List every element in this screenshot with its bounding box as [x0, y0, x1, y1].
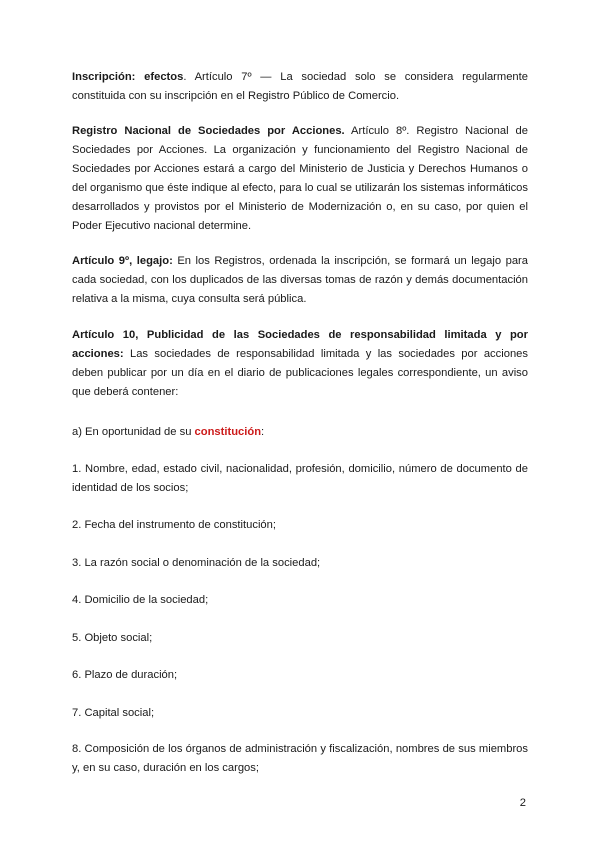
list-item: 4. Domicilio de la sociedad;: [72, 594, 209, 606]
list-item: 8. Composición de los órganos de administración y fiscalización, nombres de sus miembros y, en su caso, duración en los cargos;: [72, 743, 528, 774]
paragraph-body: . Artículo 7º — La sociedad solo se considera regularmente constituida con su inscripción en el Registro Público de Comercio.: [72, 71, 528, 102]
paragraph-title: Artículo 10, Publicidad de las Sociedades de responsabilidad limitada y por acciones:: [72, 329, 528, 360]
text-suffix: :: [261, 426, 265, 438]
text-prefix: a) En oportunidad de su: [72, 426, 195, 438]
paragraph-title: Registro Nacional de Sociedades por Acciones.: [72, 125, 345, 137]
highlighted-term: constitución: [194, 426, 262, 438]
list-item: 7. Capital social;: [72, 707, 155, 719]
paragraph-constitucion: [72, 423, 264, 442]
list-item: 1. Nombre, edad, estado civil, nacionalidad, profesión, domicilio, número de documento de identidad de los socios;: [72, 463, 528, 494]
paragraph-articulo-9: [72, 252, 528, 309]
paragraph-title: Artículo 9º, legajo:: [72, 255, 173, 267]
paragraph-body: Las sociedades de responsabilidad limitada y las sociedades por acciones deben publicar por un día en el diario de publicaciones legales correspondiente, un aviso que deberá contener:: [72, 348, 528, 398]
paragraph-title: Inscripción: efectos: [72, 71, 184, 83]
list-item: 6. Plazo de duración;: [72, 669, 178, 681]
paragraph-registro-nacional: [72, 122, 528, 236]
list-item: 2. Fecha del instrumento de constitución;: [72, 519, 276, 531]
paragraph-articulo-10: [72, 326, 528, 402]
list-item: 3. La razón social o denominación de la sociedad;: [72, 557, 321, 569]
paragraph-body: Artículo 8º. Registro Nacional de Sociedades por Acciones. La organización y funcionamiento del Registro Nacional de Sociedades por Acciones estará a cargo del Ministerio de Justicia y Derechos Humanos o del organismo que éste indique al efecto, para lo cual se utilizarán los sistemas informáticos desarrollados y provistos por el Ministerio de Modernización o, en su caso, por quien el Poder Ejecutivo nacional determine.: [72, 125, 528, 232]
paragraph-inscripcion: [72, 68, 528, 106]
list-item: 5. Objeto social;: [72, 632, 153, 644]
paragraph-body: En los Registros, ordenada la inscripción, se formará un legajo para cada sociedad, con los duplicados de las diversas tomas de razón y demás documentación relativa a la misma, cuya consulta será pública.: [72, 255, 528, 305]
page-number: 2: [519, 797, 526, 809]
